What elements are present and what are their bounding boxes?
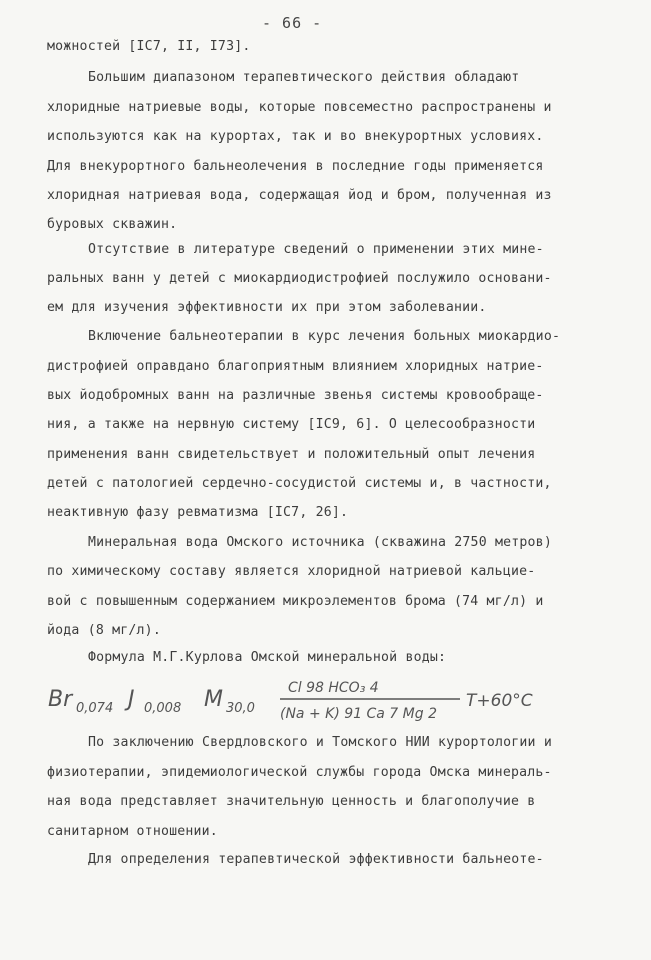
text-line: Отсутствие в литературе сведений о применении этих мине-	[88, 242, 544, 257]
text-line: можностей [IC7, II, I73].	[47, 39, 251, 54]
text-line: хлоридные натриевые воды, которые повсеместно распространены и	[47, 100, 552, 115]
text-line: Включение бальнеотерапии в курс лечения больных миокардио-	[88, 329, 561, 344]
kurlov-formula	[48, 670, 608, 726]
text-line: физиотерапии, эпидемиологической службы города Омска минераль-	[47, 765, 552, 780]
text-line: неактивную фазу ревматизма [IC7, 26].	[47, 505, 349, 520]
text-line: используются как на курортах, так и во внекурортных условиях.	[47, 129, 544, 144]
text-line: применения ванн свидетельствует и положительный опыт лечения	[47, 447, 536, 462]
text-line: санитарном отношении.	[47, 824, 218, 839]
text-line: по химическому составу является хлоридной натриевой кальцие-	[47, 564, 536, 579]
text-line: Формула М.Г.Курлова Омской минеральной воды:	[88, 650, 447, 665]
formula-mineralization-value: 30,0	[226, 701, 255, 716]
formula-br-value: 0,074	[76, 701, 114, 716]
text-line: ния, а также на нервную систему [IC9, 6]. О целесообразности	[47, 417, 536, 432]
text-line: вых йодобромных ванн на различные звенья системы кровообраще-	[47, 388, 544, 403]
text-line: Для определения терапевтической эффективности бальнеоте-	[88, 852, 544, 867]
text-line: По заключению Свердловского и Томского НИИ курортологии и	[88, 735, 552, 750]
text-line: вой с повышенным содержанием микроэлементов брома (74 мг/л) и	[47, 594, 544, 609]
page-number: - 66 -	[262, 14, 323, 32]
formula-anions: Cl 98 HCO₃ 4	[288, 680, 379, 696]
text-line: буровых скважин.	[47, 217, 178, 232]
formula-cations: (Na + K) 91 Ca 7 Mg 2	[280, 706, 437, 722]
text-line: йода (8 мг/л).	[47, 623, 161, 638]
text-line: детей с патологией сердечно-сосудистой системы и, в частности,	[47, 476, 552, 491]
text-line: ральных ванн у детей с миокардиодистрофией послужило основани-	[47, 271, 552, 286]
formula-mineralization: M	[204, 687, 223, 712]
formula-br: Br	[48, 687, 73, 712]
text-line: Минеральная вода Омского источника (скважина 2750 метров)	[88, 535, 552, 550]
text-line: Для внекурортного бальнеолечения в последние годы применяется	[47, 159, 544, 174]
text-line: Большим диапазоном терапевтического действия обладают	[88, 70, 520, 85]
formula-temperature: T+60°C	[466, 691, 533, 711]
text-line: ем для изучения эффективности их при этом заболевании.	[47, 300, 487, 315]
formula-iodine: J	[128, 687, 135, 712]
text-line: ная вода представляет значительную ценность и благополучие в	[47, 794, 536, 809]
formula-iodine-value: 0,008	[144, 701, 182, 716]
text-line: дистрофией оправдано благоприятным влиянием хлоридных натрие-	[47, 359, 544, 374]
text-line: хлоридная натриевая вода, содержащая йод и бром, полученная из	[47, 188, 552, 203]
